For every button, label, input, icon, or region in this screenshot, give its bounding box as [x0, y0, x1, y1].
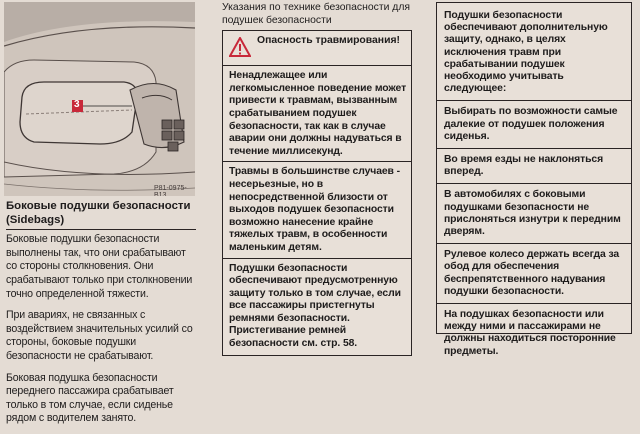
- right-divider: [437, 243, 631, 244]
- left-paragraph: Боковые подушки безопасности выполнены так, что они срабатывают со стороны столкновения. Они срабатывают только при столкновении точно определенной тяжести.: [6, 233, 193, 300]
- safety-notes-title: Указания по технике безопасности для подушек безопасности: [222, 2, 411, 26]
- warning-title: Опасность травмирования!: [257, 35, 400, 47]
- heading-line-1: Боковые подушки безопасности: [6, 200, 191, 212]
- warning-paragraph: Травмы в большинстве случаев - несерьезные, но в непосредственной близости от выходов подушек безопасности возможно нанесение крайне тяжелых травм, в особенности маленьким детям.: [229, 166, 400, 253]
- right-paragraph: В автомобилях с боковыми подушками безопасности не прислоняться изнутри к передним дверям.: [444, 189, 621, 238]
- heading-line-2: (Sidebags): [6, 213, 65, 226]
- right-divider: [437, 148, 631, 149]
- left-paragraph: При авариях, не связанных с воздействием значительных усилий со стороны, боковые подушки безопасности не срабатывают.: [6, 309, 193, 362]
- right-divider: [437, 100, 631, 101]
- warning-paragraph: Ненадлежащее или легкомысленное поведение может привести к травмам, вызванным срабатыванием подушек безопасности, так как в случае аварии они должны надуваться в течение миллисекунд.: [229, 70, 407, 157]
- figure-code: P81-0975-B13: [154, 185, 187, 196]
- right-divider: [437, 183, 631, 184]
- left-column: [6, 200, 196, 434]
- right-paragraph: Во время езды не наклоняться вперед.: [444, 154, 604, 178]
- warning-header: [229, 35, 407, 62]
- warning-divider: [223, 65, 411, 66]
- section-heading: [6, 200, 196, 227]
- right-paragraph: На подушках безопасности или между ними и пассажирами не должны находиться посторонние предметы.: [444, 309, 616, 357]
- warning-divider: [223, 258, 411, 259]
- right-warning-box: [436, 2, 632, 357]
- door-panel-illustration: [4, 2, 195, 196]
- warning-paragraph: Подушки безопасности обеспечивают предусмотренную защиту только в том случае, если все пассажиры пристегнуты ремнями безопасности. Пристегивание ремней безопасности см. стр. 58.: [229, 262, 401, 350]
- door-panel-drawing: [4, 2, 195, 196]
- warning-triangle-icon: [229, 37, 251, 62]
- right-paragraph: Выбирать по возможности самые далекие от подушек положения сиденья.: [444, 106, 618, 142]
- middle-column: [222, 2, 412, 356]
- callout-number: 3: [74, 99, 80, 110]
- warning-divider: [223, 161, 411, 162]
- right-paragraph: Рулевое колесо держать всегда за обод для обеспечения беспрепятственного надувания подушки безопасности.: [444, 249, 620, 297]
- right-paragraph: Подушки безопасности обеспечивают дополнительную защиту, однако, в целях исключения травм при срабатывании подушек необходимо учитывать следующее:: [444, 10, 608, 95]
- heading-rule: [6, 229, 196, 230]
- left-paragraph: Боковая подушка безопасности переднего пассажира срабатывает только в том случае, если сиденье рядом с водителем занято.: [6, 371, 174, 425]
- warning-box: [222, 30, 412, 355]
- right-divider: [437, 303, 631, 304]
